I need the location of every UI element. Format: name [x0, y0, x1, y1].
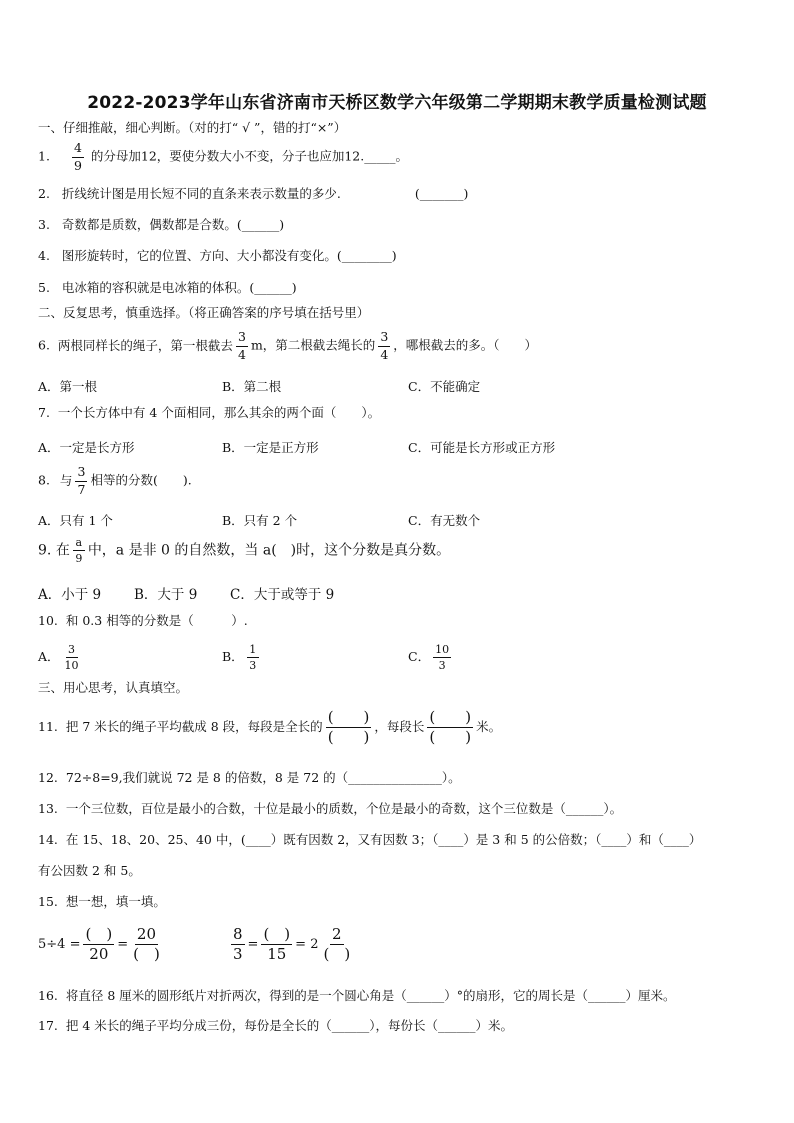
question-text: ，哪根截去的多。（ ）	[393, 337, 538, 353]
question-number: 15.	[38, 894, 58, 909]
equation-1	[38, 927, 165, 962]
denominator: 4	[237, 346, 246, 362]
question-number: 12.	[38, 770, 58, 785]
question-14-cont: 有公因数 2 和 5。	[38, 863, 141, 878]
denominator: 9	[75, 552, 83, 565]
page-title: 2022-2023学年山东省济南市天桥区数学六年级第二学期期末教学质量检测试题	[87, 93, 707, 113]
question-text: 一个长方体中有 4 个面相同，那么其余的两个面（ ）。	[57, 405, 381, 420]
numerator: 10	[435, 643, 450, 656]
question-number: 1.	[38, 148, 50, 164]
question-15	[38, 896, 166, 909]
question-number: 6.	[38, 337, 50, 353]
option-c[interactable]: C．不能确定	[408, 379, 481, 394]
fraction-blank[interactable]	[427, 710, 473, 745]
option-a[interactable]	[38, 644, 84, 671]
fraction[interactable]	[321, 927, 352, 962]
numerator: 2	[332, 925, 342, 943]
fraction	[63, 644, 81, 671]
denominator: 9	[73, 157, 82, 173]
question-text: 奇数都是质数，偶数都是合数。(______)	[61, 217, 285, 232]
question-text: 将直径 8 厘米的圆形纸片对折两次，得到的是一个圆心角是（______）°的扇形，它的周长是（______）厘米。	[65, 988, 676, 1003]
fraction	[236, 331, 248, 361]
section-1-heading: 一、仔细推敲，细心判断。（对的打“ √ ”，错的打“×”）	[38, 120, 347, 135]
question-text: 一个三位数，百位是最小的合数，十位是最小的质数，个位是最小的奇数，这个三位数是（______）。	[65, 801, 623, 816]
question-text: 折线统计图是用长短不同的直条来表示数量的多少.	[61, 186, 341, 201]
section-2-heading: 二、反复思考，慎重选择。（将正确答案的序号填在括号里）	[38, 305, 370, 320]
fraction[interactable]	[131, 927, 162, 962]
fraction[interactable]	[83, 927, 114, 962]
question-8	[38, 466, 192, 496]
denominator: 10	[64, 659, 79, 672]
fraction	[231, 927, 245, 962]
question-text: ，每段长	[374, 719, 425, 734]
question-11	[38, 710, 501, 745]
question-text: 相等的分数( ).	[90, 472, 192, 488]
question-17	[38, 1020, 513, 1033]
question-4	[38, 250, 397, 263]
numerator: a	[73, 537, 85, 551]
denominator: 20	[89, 945, 109, 963]
numerator: 3	[66, 644, 78, 658]
denominator-blank: ( )	[327, 728, 370, 746]
question-number: 9.	[38, 542, 52, 559]
numerator-blank: ( )	[263, 925, 291, 943]
numerator: 3	[236, 331, 248, 347]
option-b[interactable]	[222, 644, 262, 671]
option-c[interactable]: C．可能是长方形或正方形	[408, 440, 556, 455]
question-10	[38, 615, 248, 628]
equation-text: = 2	[295, 937, 319, 952]
question-text: 把 4 米长的绳子平均分成三份，每份是全长的（______），每份长（______）米。	[65, 1018, 514, 1033]
option-label: B．	[222, 649, 244, 664]
question-3	[38, 219, 284, 232]
numerator: 1	[247, 644, 259, 658]
fraction-blank[interactable]	[326, 710, 372, 745]
question-text: 中，a 是非 0 的自然数，当 a( )时，这个分数是真分数。	[87, 542, 451, 559]
denominator: 7	[77, 481, 86, 497]
question-number: 14.	[38, 832, 58, 847]
denominator: 15	[267, 945, 287, 963]
question-number: 13.	[38, 801, 58, 816]
answer-blank[interactable]: (_______)	[414, 186, 469, 201]
fraction	[378, 331, 390, 361]
fraction	[433, 644, 451, 671]
question-14	[38, 834, 701, 847]
question-number: 7.	[38, 405, 50, 420]
option-a[interactable]: A．第一根	[38, 379, 98, 394]
question-text: 在 15、18、20、25、40 中，(____）既有因数 2，又有因数 3；（____）是 3 和 5 的公倍数；（____）和（____）	[65, 832, 702, 847]
numerator: 3	[75, 466, 87, 482]
question-text: 72÷8=9,我们就说 72 是 8 的倍数，8 是 72 的（_______________）。	[65, 770, 461, 785]
denominator-blank: ( )	[429, 728, 472, 746]
question-text: m，第二根截去绳长的	[250, 337, 376, 353]
fraction[interactable]	[261, 927, 292, 962]
option-label: C．	[408, 649, 431, 664]
question-number: 11.	[38, 719, 58, 734]
option-a[interactable]: A．一定是长方形	[38, 440, 135, 455]
equals-sign: =	[117, 937, 129, 952]
question-text: 与	[59, 472, 73, 488]
question-6	[38, 331, 537, 361]
question-number: 17.	[38, 1018, 58, 1033]
denominator: 3	[438, 659, 446, 672]
option-b[interactable]: B．第二根	[222, 379, 282, 394]
denominator-blank: ( )	[323, 945, 351, 963]
fraction	[247, 644, 259, 671]
question-16	[38, 990, 676, 1003]
question-number: 4.	[38, 248, 50, 263]
denominator-blank: ( )	[133, 945, 160, 963]
fraction	[75, 466, 87, 496]
question-number: 16.	[38, 988, 58, 1003]
question-text: 在	[55, 542, 70, 559]
equals-sign: =	[247, 937, 259, 952]
question-text: 图形旋转时，它的位置、方向、大小都没有变化。(________)	[61, 248, 397, 263]
question-text: 把 7 米长的绳子平均截成 8 段，每段是全长的	[65, 719, 323, 734]
denominator: 3	[249, 659, 257, 672]
option-c[interactable]: C．有无数个	[408, 513, 481, 528]
question-1	[38, 142, 408, 172]
numerator-blank: ( )	[85, 925, 113, 943]
question-number: 5.	[38, 280, 50, 295]
question-12	[38, 772, 461, 785]
question-text: 电冰箱的容积就是电冰箱的体积。(______)	[61, 280, 297, 295]
question-number: 2.	[38, 186, 50, 201]
question-text: 两根同样长的绳子，第一根截去	[57, 337, 233, 353]
question-13	[38, 803, 622, 816]
option-b[interactable]: B．只有 2 个	[222, 513, 298, 528]
question-text: 和 0.3 相等的分数是（ ）.	[65, 613, 248, 628]
numerator-blank: ( )	[327, 708, 370, 726]
question-5	[38, 282, 297, 295]
option-c[interactable]: C．大于或等于 9	[230, 587, 335, 603]
option-a[interactable]: A．只有 1 个	[38, 513, 113, 528]
option-c[interactable]	[408, 644, 454, 671]
denominator: 4	[380, 346, 389, 362]
option-a[interactable]: A．小于 9	[38, 587, 102, 603]
numerator: 3	[378, 331, 390, 347]
section-3-heading: 三、用心思考，认真填空。	[38, 680, 189, 695]
numerator: 4	[72, 142, 84, 158]
question-7	[38, 407, 380, 420]
question-text: 米。	[476, 719, 502, 734]
equation-text: 5÷4 =	[38, 937, 81, 952]
option-label: A．	[38, 649, 60, 664]
option-b[interactable]: B．大于 9	[134, 587, 198, 603]
question-9	[38, 537, 450, 564]
numerator-blank: ( )	[429, 708, 472, 726]
option-b[interactable]: B．一定是正方形	[222, 440, 319, 455]
fraction	[73, 537, 85, 564]
denominator: 3	[233, 945, 243, 963]
question-number: 3.	[38, 217, 50, 232]
numerator: 8	[233, 925, 243, 943]
numerator: 20	[136, 925, 156, 943]
fraction	[72, 142, 84, 172]
question-text: 的分母加12，要使分数大小不变，分子也应加12._____。	[90, 148, 408, 164]
question-text: 想一想，填一填。	[65, 894, 166, 909]
question-number: 10.	[38, 613, 58, 628]
question-2	[38, 188, 468, 201]
question-number: 8.	[38, 472, 50, 488]
equation-2	[228, 927, 355, 962]
